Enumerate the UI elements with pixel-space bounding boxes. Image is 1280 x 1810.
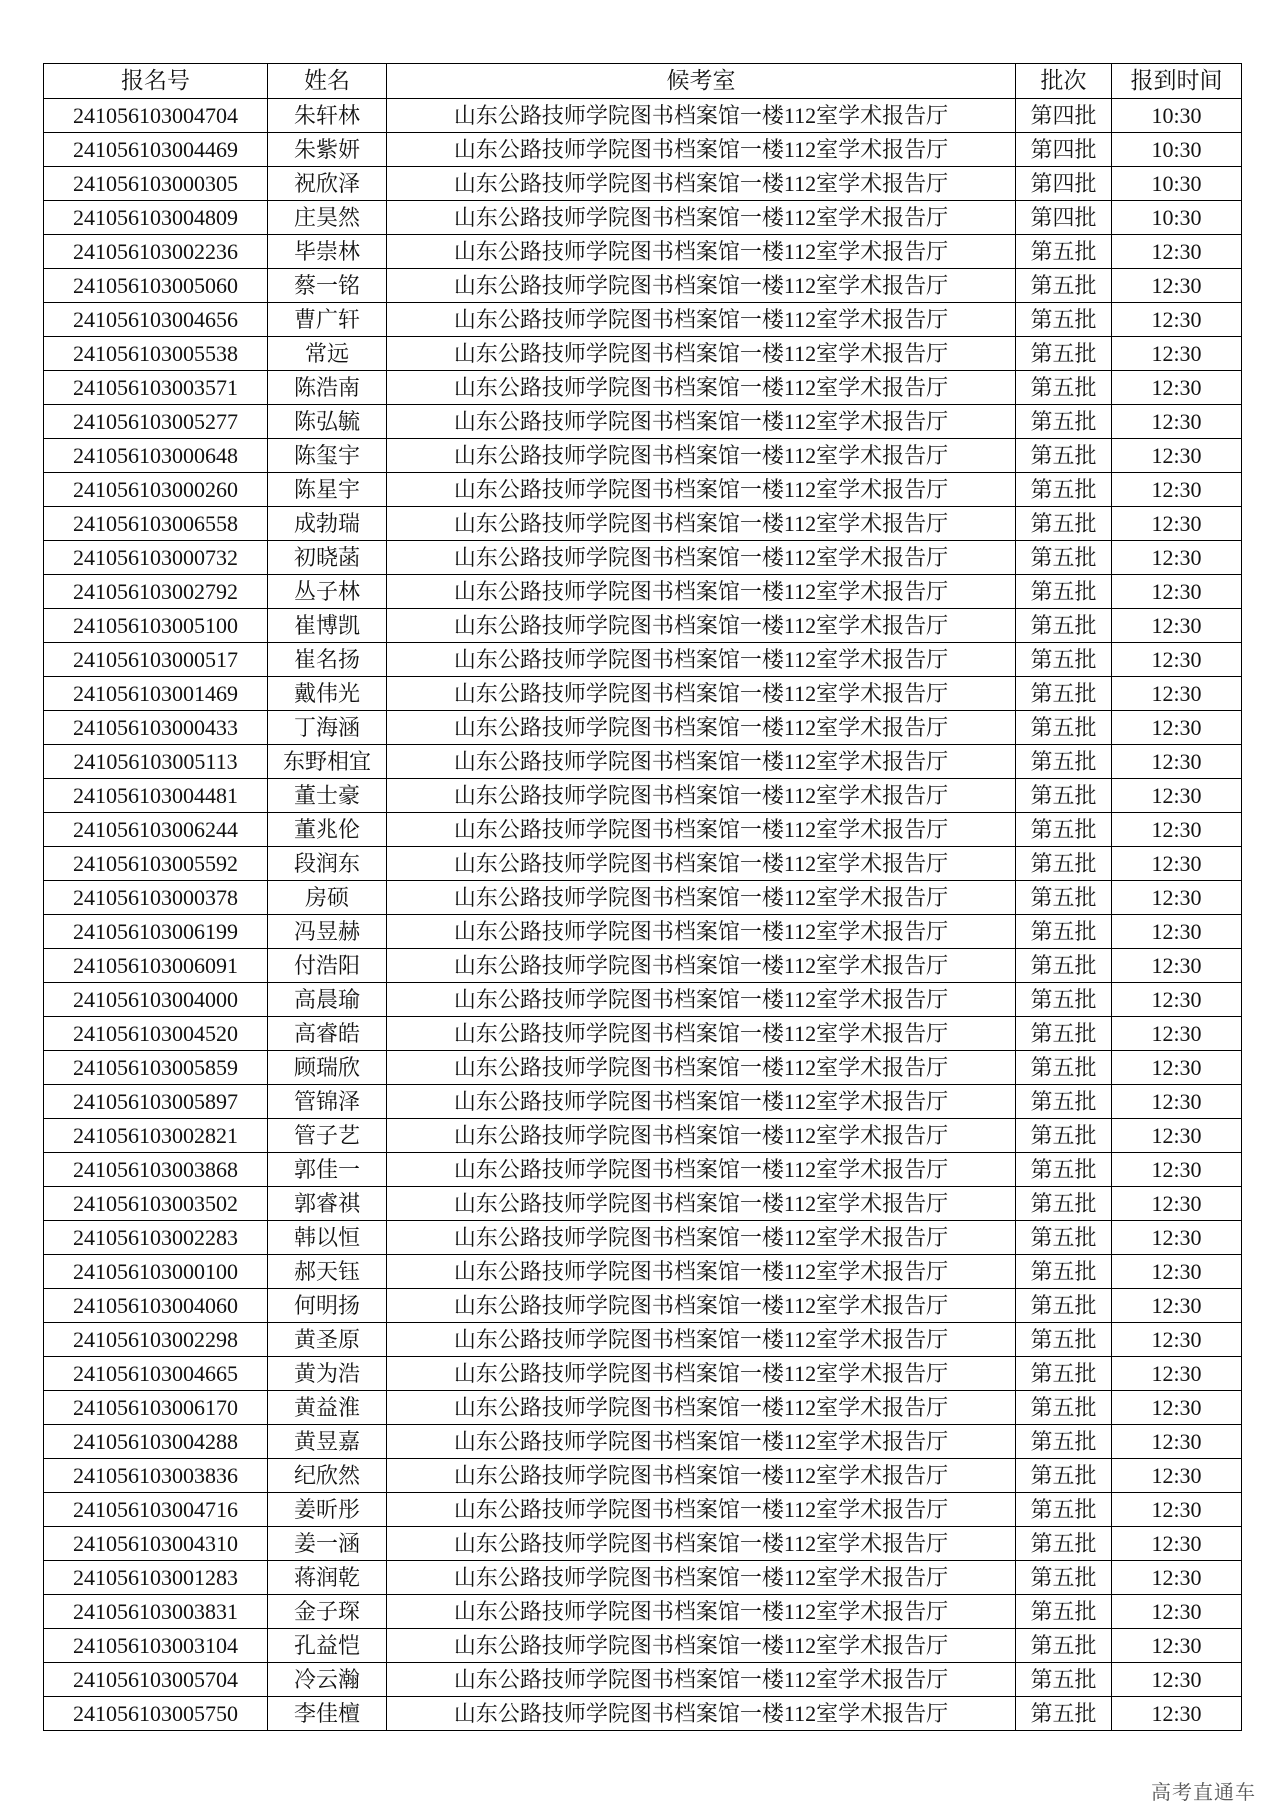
cell-batch: 第五批 <box>1016 1153 1112 1187</box>
cell-check-in-time: 12:30 <box>1112 1255 1242 1289</box>
cell-name: 陈浩南 <box>268 371 387 405</box>
table-row <box>44 1595 1242 1629</box>
cell-name: 黄为浩 <box>268 1357 387 1391</box>
cell-name: 曹广轩 <box>268 303 387 337</box>
cell-name: 姜昕彤 <box>268 1493 387 1527</box>
table-row <box>44 779 1242 813</box>
cell-registration-number: 241056103000378 <box>44 881 268 915</box>
header-waiting-room: 候考室 <box>387 64 1016 99</box>
cell-name: 毕崇林 <box>268 235 387 269</box>
cell-check-in-time: 12:30 <box>1112 745 1242 779</box>
cell-waiting-room: 山东公路技师学院图书档案馆一楼112室学术报告厅 <box>387 609 1016 643</box>
cell-waiting-room: 山东公路技师学院图书档案馆一楼112室学术报告厅 <box>387 1153 1016 1187</box>
cell-check-in-time: 12:30 <box>1112 915 1242 949</box>
cell-registration-number: 241056103002298 <box>44 1323 268 1357</box>
cell-name: 陈弘毓 <box>268 405 387 439</box>
table-row <box>44 813 1242 847</box>
cell-batch: 第五批 <box>1016 541 1112 575</box>
table-row <box>44 711 1242 745</box>
cell-name: 初晓菡 <box>268 541 387 575</box>
cell-name: 高睿皓 <box>268 1017 387 1051</box>
cell-check-in-time: 12:30 <box>1112 1153 1242 1187</box>
table-row <box>44 1425 1242 1459</box>
cell-check-in-time: 12:30 <box>1112 1323 1242 1357</box>
cell-check-in-time: 12:30 <box>1112 779 1242 813</box>
cell-name: 董兆伦 <box>268 813 387 847</box>
table-row <box>44 745 1242 779</box>
table-row <box>44 439 1242 473</box>
cell-name: 冯昱赫 <box>268 915 387 949</box>
cell-waiting-room: 山东公路技师学院图书档案馆一楼112室学术报告厅 <box>387 167 1016 201</box>
cell-waiting-room: 山东公路技师学院图书档案馆一楼112室学术报告厅 <box>387 1221 1016 1255</box>
cell-registration-number: 241056103004288 <box>44 1425 268 1459</box>
cell-check-in-time: 12:30 <box>1112 235 1242 269</box>
cell-waiting-room: 山东公路技师学院图书档案馆一楼112室学术报告厅 <box>387 1187 1016 1221</box>
cell-check-in-time: 12:30 <box>1112 1051 1242 1085</box>
cell-registration-number: 241056103003868 <box>44 1153 268 1187</box>
cell-registration-number: 241056103004310 <box>44 1527 268 1561</box>
table-row <box>44 1561 1242 1595</box>
cell-check-in-time: 12:30 <box>1112 1459 1242 1493</box>
cell-name: 孔益恺 <box>268 1629 387 1663</box>
table-row <box>44 1527 1242 1561</box>
cell-registration-number: 241056103001469 <box>44 677 268 711</box>
cell-waiting-room: 山东公路技师学院图书档案馆一楼112室学术报告厅 <box>387 1391 1016 1425</box>
cell-check-in-time: 12:30 <box>1112 813 1242 847</box>
cell-batch: 第五批 <box>1016 677 1112 711</box>
cell-waiting-room: 山东公路技师学院图书档案馆一楼112室学术报告厅 <box>387 1459 1016 1493</box>
cell-waiting-room: 山东公路技师学院图书档案馆一楼112室学术报告厅 <box>387 473 1016 507</box>
cell-check-in-time: 12:30 <box>1112 1595 1242 1629</box>
cell-check-in-time: 10:30 <box>1112 201 1242 235</box>
header-batch: 批次 <box>1016 64 1112 99</box>
cell-name: 顾瑞欣 <box>268 1051 387 1085</box>
cell-batch: 第五批 <box>1016 949 1112 983</box>
cell-batch: 第五批 <box>1016 1697 1112 1731</box>
cell-registration-number: 241056103002792 <box>44 575 268 609</box>
cell-registration-number: 241056103005060 <box>44 269 268 303</box>
cell-name: 常远 <box>268 337 387 371</box>
cell-check-in-time: 10:30 <box>1112 167 1242 201</box>
table-row <box>44 847 1242 881</box>
cell-waiting-room: 山东公路技师学院图书档案馆一楼112室学术报告厅 <box>387 1119 1016 1153</box>
cell-name: 韩以恒 <box>268 1221 387 1255</box>
cell-name: 蔡一铭 <box>268 269 387 303</box>
cell-registration-number: 241056103006091 <box>44 949 268 983</box>
cell-name: 朱轩林 <box>268 99 387 133</box>
cell-batch: 第五批 <box>1016 915 1112 949</box>
cell-name: 祝欣泽 <box>268 167 387 201</box>
cell-waiting-room: 山东公路技师学院图书档案馆一楼112室学术报告厅 <box>387 1051 1016 1085</box>
cell-name: 冷云瀚 <box>268 1663 387 1697</box>
cell-check-in-time: 10:30 <box>1112 133 1242 167</box>
cell-check-in-time: 12:30 <box>1112 371 1242 405</box>
table-row <box>44 1663 1242 1697</box>
cell-name: 何明扬 <box>268 1289 387 1323</box>
table-row <box>44 1119 1242 1153</box>
table-row <box>44 133 1242 167</box>
table-row <box>44 303 1242 337</box>
cell-batch: 第五批 <box>1016 439 1112 473</box>
cell-check-in-time: 12:30 <box>1112 643 1242 677</box>
cell-registration-number: 241056103001283 <box>44 1561 268 1595</box>
cell-waiting-room: 山东公路技师学院图书档案馆一楼112室学术报告厅 <box>387 1255 1016 1289</box>
cell-batch: 第五批 <box>1016 1493 1112 1527</box>
cell-batch: 第五批 <box>1016 1255 1112 1289</box>
table-row <box>44 609 1242 643</box>
cell-batch: 第五批 <box>1016 371 1112 405</box>
table-row <box>44 643 1242 677</box>
cell-waiting-room: 山东公路技师学院图书档案馆一楼112室学术报告厅 <box>387 269 1016 303</box>
cell-batch: 第五批 <box>1016 303 1112 337</box>
cell-name: 段润东 <box>268 847 387 881</box>
cell-check-in-time: 12:30 <box>1112 1357 1242 1391</box>
cell-batch: 第五批 <box>1016 813 1112 847</box>
cell-name: 付浩阳 <box>268 949 387 983</box>
cell-waiting-room: 山东公路技师学院图书档案馆一楼112室学术报告厅 <box>387 201 1016 235</box>
cell-check-in-time: 12:30 <box>1112 575 1242 609</box>
cell-name: 郭佳一 <box>268 1153 387 1187</box>
cell-registration-number: 241056103003502 <box>44 1187 268 1221</box>
cell-waiting-room: 山东公路技师学院图书档案馆一楼112室学术报告厅 <box>387 133 1016 167</box>
cell-batch: 第五批 <box>1016 881 1112 915</box>
cell-waiting-room: 山东公路技师学院图书档案馆一楼112室学术报告厅 <box>387 235 1016 269</box>
cell-registration-number: 241056103004481 <box>44 779 268 813</box>
cell-check-in-time: 12:30 <box>1112 439 1242 473</box>
table-row <box>44 575 1242 609</box>
cell-batch: 第五批 <box>1016 711 1112 745</box>
cell-name: 庄昊然 <box>268 201 387 235</box>
table-header <box>44 64 1242 99</box>
cell-batch: 第五批 <box>1016 1459 1112 1493</box>
cell-check-in-time: 12:30 <box>1112 711 1242 745</box>
cell-waiting-room: 山东公路技师学院图书档案馆一楼112室学术报告厅 <box>387 915 1016 949</box>
cell-waiting-room: 山东公路技师学院图书档案馆一楼112室学术报告厅 <box>387 643 1016 677</box>
cell-check-in-time: 12:30 <box>1112 1629 1242 1663</box>
cell-waiting-room: 山东公路技师学院图书档案馆一楼112室学术报告厅 <box>387 541 1016 575</box>
cell-registration-number: 241056103004704 <box>44 99 268 133</box>
cell-check-in-time: 12:30 <box>1112 337 1242 371</box>
table-row <box>44 269 1242 303</box>
cell-batch: 第五批 <box>1016 1017 1112 1051</box>
cell-batch: 第五批 <box>1016 1527 1112 1561</box>
cell-check-in-time: 12:30 <box>1112 1561 1242 1595</box>
cell-name: 金子琛 <box>268 1595 387 1629</box>
table-row <box>44 337 1242 371</box>
cell-registration-number: 241056103005897 <box>44 1085 268 1119</box>
cell-name: 董士豪 <box>268 779 387 813</box>
cell-check-in-time: 12:30 <box>1112 1697 1242 1731</box>
cell-batch: 第五批 <box>1016 1561 1112 1595</box>
cell-registration-number: 241056103000732 <box>44 541 268 575</box>
cell-name: 朱紫妍 <box>268 133 387 167</box>
cell-name: 管锦泽 <box>268 1085 387 1119</box>
table-row <box>44 1391 1242 1425</box>
table-row <box>44 1629 1242 1663</box>
cell-batch: 第五批 <box>1016 405 1112 439</box>
cell-check-in-time: 12:30 <box>1112 303 1242 337</box>
cell-check-in-time: 12:30 <box>1112 405 1242 439</box>
cell-batch: 第五批 <box>1016 507 1112 541</box>
cell-waiting-room: 山东公路技师学院图书档案馆一楼112室学术报告厅 <box>387 949 1016 983</box>
table-row <box>44 1017 1242 1051</box>
cell-registration-number: 241056103000100 <box>44 1255 268 1289</box>
table-row <box>44 1357 1242 1391</box>
cell-batch: 第五批 <box>1016 1187 1112 1221</box>
cell-batch: 第五批 <box>1016 1051 1112 1085</box>
cell-registration-number: 241056103006199 <box>44 915 268 949</box>
cell-waiting-room: 山东公路技师学院图书档案馆一楼112室学术报告厅 <box>387 711 1016 745</box>
cell-batch: 第五批 <box>1016 847 1112 881</box>
cell-waiting-room: 山东公路技师学院图书档案馆一楼112室学术报告厅 <box>387 405 1016 439</box>
cell-batch: 第五批 <box>1016 1221 1112 1255</box>
cell-check-in-time: 12:30 <box>1112 473 1242 507</box>
cell-name: 成勃瑞 <box>268 507 387 541</box>
cell-registration-number: 241056103004469 <box>44 133 268 167</box>
cell-check-in-time: 12:30 <box>1112 1017 1242 1051</box>
cell-check-in-time: 12:30 <box>1112 1187 1242 1221</box>
cell-batch: 第五批 <box>1016 575 1112 609</box>
cell-registration-number: 241056103004520 <box>44 1017 268 1051</box>
cell-batch: 第五批 <box>1016 1357 1112 1391</box>
cell-registration-number: 241056103004716 <box>44 1493 268 1527</box>
cell-name: 纪欣然 <box>268 1459 387 1493</box>
cell-waiting-room: 山东公路技师学院图书档案馆一楼112室学术报告厅 <box>387 99 1016 133</box>
cell-batch: 第四批 <box>1016 167 1112 201</box>
cell-waiting-room: 山东公路技师学院图书档案馆一楼112室学术报告厅 <box>387 507 1016 541</box>
cell-check-in-time: 10:30 <box>1112 99 1242 133</box>
cell-check-in-time: 12:30 <box>1112 541 1242 575</box>
cell-name: 姜一涵 <box>268 1527 387 1561</box>
cell-name: 崔博凯 <box>268 609 387 643</box>
cell-waiting-room: 山东公路技师学院图书档案馆一楼112室学术报告厅 <box>387 1697 1016 1731</box>
cell-waiting-room: 山东公路技师学院图书档案馆一楼112室学术报告厅 <box>387 1085 1016 1119</box>
table-row <box>44 1697 1242 1731</box>
cell-waiting-room: 山东公路技师学院图书档案馆一楼112室学术报告厅 <box>387 1527 1016 1561</box>
table-row <box>44 881 1242 915</box>
cell-batch: 第四批 <box>1016 201 1112 235</box>
table-row <box>44 915 1242 949</box>
cell-name: 陈星宇 <box>268 473 387 507</box>
cell-batch: 第四批 <box>1016 133 1112 167</box>
table-row <box>44 371 1242 405</box>
cell-check-in-time: 12:30 <box>1112 1663 1242 1697</box>
table-row <box>44 1153 1242 1187</box>
table-row <box>44 1187 1242 1221</box>
cell-name: 郭睿祺 <box>268 1187 387 1221</box>
cell-registration-number: 241056103006244 <box>44 813 268 847</box>
cell-waiting-room: 山东公路技师学院图书档案馆一楼112室学术报告厅 <box>387 439 1016 473</box>
cell-waiting-room: 山东公路技师学院图书档案馆一楼112室学术报告厅 <box>387 983 1016 1017</box>
table-row <box>44 677 1242 711</box>
cell-check-in-time: 12:30 <box>1112 609 1242 643</box>
cell-name: 陈玺宇 <box>268 439 387 473</box>
cell-waiting-room: 山东公路技师学院图书档案馆一楼112室学术报告厅 <box>387 881 1016 915</box>
cell-name: 管子艺 <box>268 1119 387 1153</box>
cell-registration-number: 241056103000517 <box>44 643 268 677</box>
cell-check-in-time: 12:30 <box>1112 269 1242 303</box>
cell-registration-number: 241056103002283 <box>44 1221 268 1255</box>
cell-registration-number: 241056103005704 <box>44 1663 268 1697</box>
cell-batch: 第五批 <box>1016 1289 1112 1323</box>
cell-registration-number: 241056103003104 <box>44 1629 268 1663</box>
cell-waiting-room: 山东公路技师学院图书档案馆一楼112室学术报告厅 <box>387 1357 1016 1391</box>
cell-name: 丛子林 <box>268 575 387 609</box>
watermark-text: 高考直通车 <box>1151 1780 1256 1804</box>
cell-check-in-time: 12:30 <box>1112 1085 1242 1119</box>
table-row <box>44 405 1242 439</box>
cell-check-in-time: 12:30 <box>1112 1289 1242 1323</box>
cell-batch: 第五批 <box>1016 473 1112 507</box>
cell-check-in-time: 12:30 <box>1112 881 1242 915</box>
cell-waiting-room: 山东公路技师学院图书档案馆一楼112室学术报告厅 <box>387 1323 1016 1357</box>
cell-registration-number: 241056103006558 <box>44 507 268 541</box>
cell-waiting-room: 山东公路技师学院图书档案馆一楼112室学术报告厅 <box>387 1663 1016 1697</box>
table-row <box>44 99 1242 133</box>
header-row <box>44 64 1242 99</box>
cell-registration-number: 241056103005277 <box>44 405 268 439</box>
cell-registration-number: 241056103002821 <box>44 1119 268 1153</box>
cell-name: 东野相宜 <box>268 745 387 779</box>
cell-waiting-room: 山东公路技师学院图书档案馆一楼112室学术报告厅 <box>387 1289 1016 1323</box>
cell-waiting-room: 山东公路技师学院图书档案馆一楼112室学术报告厅 <box>387 337 1016 371</box>
cell-registration-number: 241056103003571 <box>44 371 268 405</box>
table-row <box>44 1085 1242 1119</box>
cell-batch: 第五批 <box>1016 745 1112 779</box>
cell-batch: 第五批 <box>1016 1323 1112 1357</box>
cell-check-in-time: 12:30 <box>1112 507 1242 541</box>
cell-batch: 第五批 <box>1016 1119 1112 1153</box>
cell-name: 高晨瑜 <box>268 983 387 1017</box>
header-name: 姓名 <box>268 64 387 99</box>
cell-registration-number: 241056103005113 <box>44 745 268 779</box>
cell-waiting-room: 山东公路技师学院图书档案馆一楼112室学术报告厅 <box>387 303 1016 337</box>
cell-registration-number: 241056103000648 <box>44 439 268 473</box>
cell-waiting-room: 山东公路技师学院图书档案馆一楼112室学术报告厅 <box>387 371 1016 405</box>
table-row <box>44 1221 1242 1255</box>
cell-waiting-room: 山东公路技师学院图书档案馆一楼112室学术报告厅 <box>387 813 1016 847</box>
table-row <box>44 983 1242 1017</box>
cell-check-in-time: 12:30 <box>1112 1493 1242 1527</box>
cell-registration-number: 241056103000433 <box>44 711 268 745</box>
table-row <box>44 541 1242 575</box>
cell-name: 黄昱嘉 <box>268 1425 387 1459</box>
cell-registration-number: 241056103005538 <box>44 337 268 371</box>
cell-registration-number: 241056103002236 <box>44 235 268 269</box>
cell-name: 黄圣原 <box>268 1323 387 1357</box>
cell-batch: 第五批 <box>1016 1595 1112 1629</box>
cell-registration-number: 241056103004060 <box>44 1289 268 1323</box>
cell-name: 戴伟光 <box>268 677 387 711</box>
cell-waiting-room: 山东公路技师学院图书档案馆一楼112室学术报告厅 <box>387 1425 1016 1459</box>
table-row <box>44 507 1242 541</box>
cell-registration-number: 241056103000305 <box>44 167 268 201</box>
cell-check-in-time: 12:30 <box>1112 847 1242 881</box>
cell-name: 郝天钰 <box>268 1255 387 1289</box>
exam-roster-table <box>43 63 1242 1731</box>
cell-registration-number: 241056103004809 <box>44 201 268 235</box>
cell-registration-number: 241056103003836 <box>44 1459 268 1493</box>
table-row <box>44 1459 1242 1493</box>
cell-registration-number: 241056103005100 <box>44 609 268 643</box>
cell-registration-number: 241056103005592 <box>44 847 268 881</box>
table-row <box>44 1289 1242 1323</box>
cell-registration-number: 241056103003831 <box>44 1595 268 1629</box>
cell-batch: 第五批 <box>1016 1425 1112 1459</box>
header-registration-number: 报名号 <box>44 64 268 99</box>
table-row <box>44 1255 1242 1289</box>
cell-registration-number: 241056103004656 <box>44 303 268 337</box>
table-row <box>44 235 1242 269</box>
cell-check-in-time: 12:30 <box>1112 1527 1242 1561</box>
table-row <box>44 201 1242 235</box>
cell-batch: 第五批 <box>1016 779 1112 813</box>
cell-check-in-time: 12:30 <box>1112 677 1242 711</box>
cell-name: 蒋润乾 <box>268 1561 387 1595</box>
cell-registration-number: 241056103005750 <box>44 1697 268 1731</box>
cell-check-in-time: 12:30 <box>1112 1119 1242 1153</box>
cell-name: 崔名扬 <box>268 643 387 677</box>
cell-name: 黄益淮 <box>268 1391 387 1425</box>
cell-batch: 第五批 <box>1016 235 1112 269</box>
cell-check-in-time: 12:30 <box>1112 1391 1242 1425</box>
cell-batch: 第五批 <box>1016 1629 1112 1663</box>
cell-waiting-room: 山东公路技师学院图书档案馆一楼112室学术报告厅 <box>387 779 1016 813</box>
cell-waiting-room: 山东公路技师学院图书档案馆一楼112室学术报告厅 <box>387 745 1016 779</box>
cell-batch: 第五批 <box>1016 983 1112 1017</box>
cell-check-in-time: 12:30 <box>1112 1425 1242 1459</box>
table-row <box>44 949 1242 983</box>
cell-waiting-room: 山东公路技师学院图书档案馆一楼112室学术报告厅 <box>387 677 1016 711</box>
cell-waiting-room: 山东公路技师学院图书档案馆一楼112室学术报告厅 <box>387 1493 1016 1527</box>
table-row <box>44 167 1242 201</box>
cell-waiting-room: 山东公路技师学院图书档案馆一楼112室学术报告厅 <box>387 1017 1016 1051</box>
cell-batch: 第五批 <box>1016 337 1112 371</box>
cell-batch: 第五批 <box>1016 269 1112 303</box>
cell-batch: 第五批 <box>1016 1391 1112 1425</box>
cell-check-in-time: 12:30 <box>1112 949 1242 983</box>
table-row <box>44 1323 1242 1357</box>
cell-batch: 第五批 <box>1016 1663 1112 1697</box>
cell-waiting-room: 山东公路技师学院图书档案馆一楼112室学术报告厅 <box>387 1629 1016 1663</box>
cell-waiting-room: 山东公路技师学院图书档案馆一楼112室学术报告厅 <box>387 1561 1016 1595</box>
cell-registration-number: 241056103004665 <box>44 1357 268 1391</box>
table-row <box>44 1493 1242 1527</box>
cell-registration-number: 241056103005859 <box>44 1051 268 1085</box>
cell-registration-number: 241056103000260 <box>44 473 268 507</box>
table-row <box>44 473 1242 507</box>
cell-batch: 第五批 <box>1016 1085 1112 1119</box>
cell-check-in-time: 12:30 <box>1112 1221 1242 1255</box>
cell-waiting-room: 山东公路技师学院图书档案馆一楼112室学术报告厅 <box>387 847 1016 881</box>
table-row <box>44 1051 1242 1085</box>
cell-name: 李佳檀 <box>268 1697 387 1731</box>
table-body <box>44 99 1242 1731</box>
cell-batch: 第五批 <box>1016 643 1112 677</box>
cell-name: 丁海涵 <box>268 711 387 745</box>
cell-registration-number: 241056103004000 <box>44 983 268 1017</box>
cell-registration-number: 241056103006170 <box>44 1391 268 1425</box>
header-check-in-time: 报到时间 <box>1112 64 1242 99</box>
cell-waiting-room: 山东公路技师学院图书档案馆一楼112室学术报告厅 <box>387 575 1016 609</box>
cell-waiting-room: 山东公路技师学院图书档案馆一楼112室学术报告厅 <box>387 1595 1016 1629</box>
cell-batch: 第四批 <box>1016 99 1112 133</box>
cell-name: 房硕 <box>268 881 387 915</box>
cell-batch: 第五批 <box>1016 609 1112 643</box>
cell-check-in-time: 12:30 <box>1112 983 1242 1017</box>
